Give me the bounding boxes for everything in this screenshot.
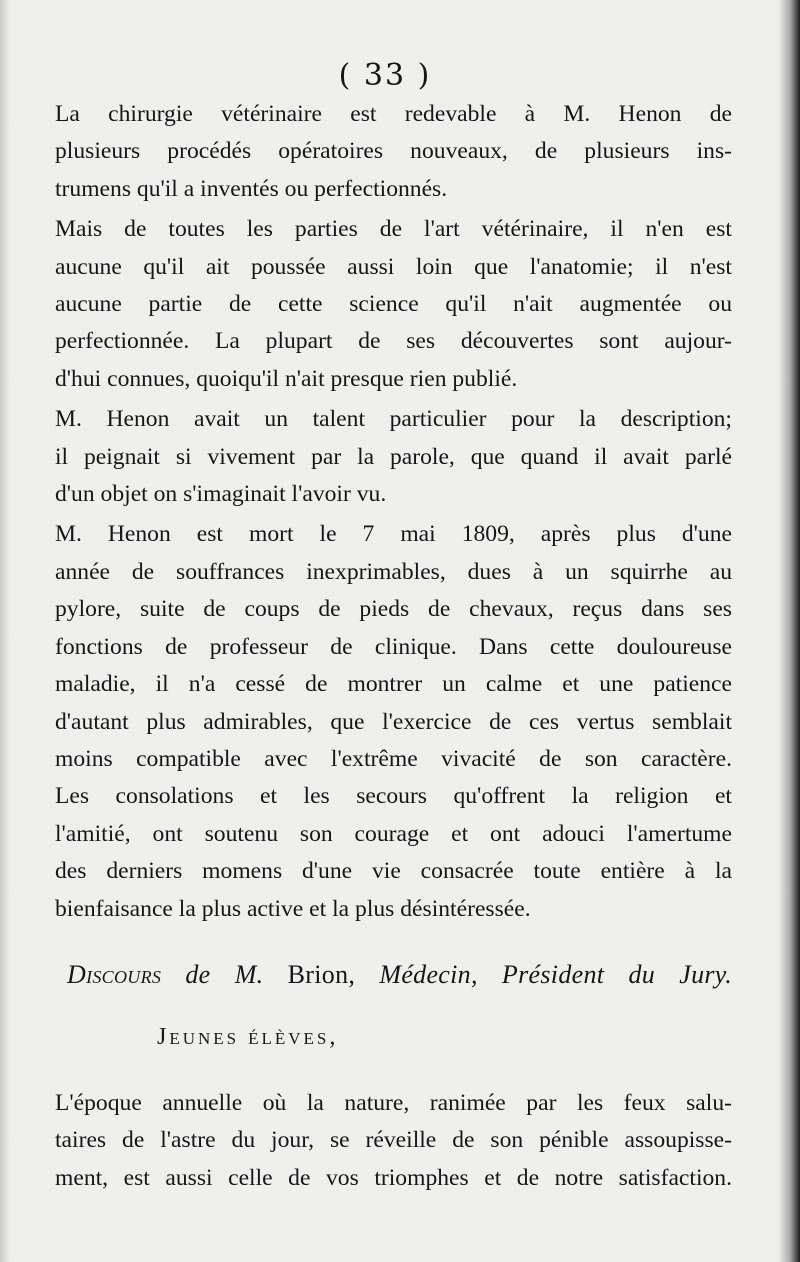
paragraph-4 (55, 516, 732, 927)
text-line: trumens qu'il a inventés ou perfectionnés. (55, 175, 448, 202)
discours-word: Discours (67, 959, 162, 989)
text-line: La chirurgie vétérinaire est redevable à M. Henon de (55, 101, 732, 127)
text-line: année de souffrances inexprimables, dues à un squirrhe au (55, 558, 732, 585)
text-line: Les consolations et les secours qu'offrent la religion et (55, 783, 732, 810)
text-line: aucune qu'il ait poussée aussi loin que l'anatomie; il n'est (55, 253, 732, 280)
paragraph-5 (55, 1085, 732, 1197)
text-line: des derniers momens d'une vie consacrée toute entière à la (55, 858, 732, 885)
text-line: plusieurs procédés opératoires nouveaux, de plusieurs ins- (55, 138, 732, 165)
text-line: Mais de toutes les parties de l'art vétérinaire, il n'en est (55, 216, 732, 243)
page-left-edge (0, 0, 10, 1262)
text-line: M. Henon est mort le 7 mai 1809, après plus d'une (55, 521, 732, 548)
text-line: aucune partie de cette science qu'il n'ait augmentée ou (55, 291, 732, 318)
text-line: maladie, il n'a cessé de montrer un calme et une patience (55, 671, 732, 698)
page-number: ( 33 ) (338, 58, 432, 93)
discours-role: Médecin, Président du Jury. (379, 959, 732, 989)
binding-shadow (778, 0, 800, 1262)
text-line: fonctions de professeur de clinique. Dans cette douloureuse (55, 633, 732, 660)
discours-heading (55, 956, 732, 993)
paragraph-2 (55, 211, 732, 398)
text-line: d'un objet on s'imaginait l'avoir vu. (55, 481, 387, 508)
paragraph-3 (55, 401, 732, 513)
text-line: d'hui connues, quoiqu'il n'ait presque rien publié. (55, 365, 518, 392)
text-line: l'amitié, ont soutenu son courage et ont adouci l'amertume (55, 820, 732, 847)
paragraph-1 (55, 96, 732, 208)
text-line: perfectionnée. La plupart de ses découvertes sont aujour- (55, 328, 732, 355)
text-line: bienfaisance la plus active et la plus désintéressée. (55, 895, 531, 922)
discours-de: de (185, 959, 211, 989)
body-text (55, 96, 732, 1197)
discours-m: M. (234, 959, 264, 989)
text-line: il peignait si vivement par la parole, que quand il avait parlé (55, 443, 732, 470)
text-line: pylore, suite de coups de pieds de chevaux, reçus dans ses (55, 596, 732, 623)
text-line: M. Henon avait un talent particulier pour la description; (55, 406, 732, 433)
discours-name: Brion, (287, 959, 356, 989)
text-line: moins compatible avec l'extrême vivacité de son caractère. (55, 745, 732, 772)
text-line: taires de l'astre du jour, se réveille de son pénible assoupisse- (55, 1127, 732, 1154)
text-line: L'époque annuelle où la nature, ranimée par les feux salu- (55, 1089, 732, 1116)
text-line: d'autant plus admirables, que l'exercice de ces vertus semblait (55, 708, 732, 735)
salutation: Jeunes élèves, (157, 1024, 339, 1051)
text-line: ment, est aussi celle de vos triomphes et de notre satisfaction. (55, 1164, 732, 1191)
